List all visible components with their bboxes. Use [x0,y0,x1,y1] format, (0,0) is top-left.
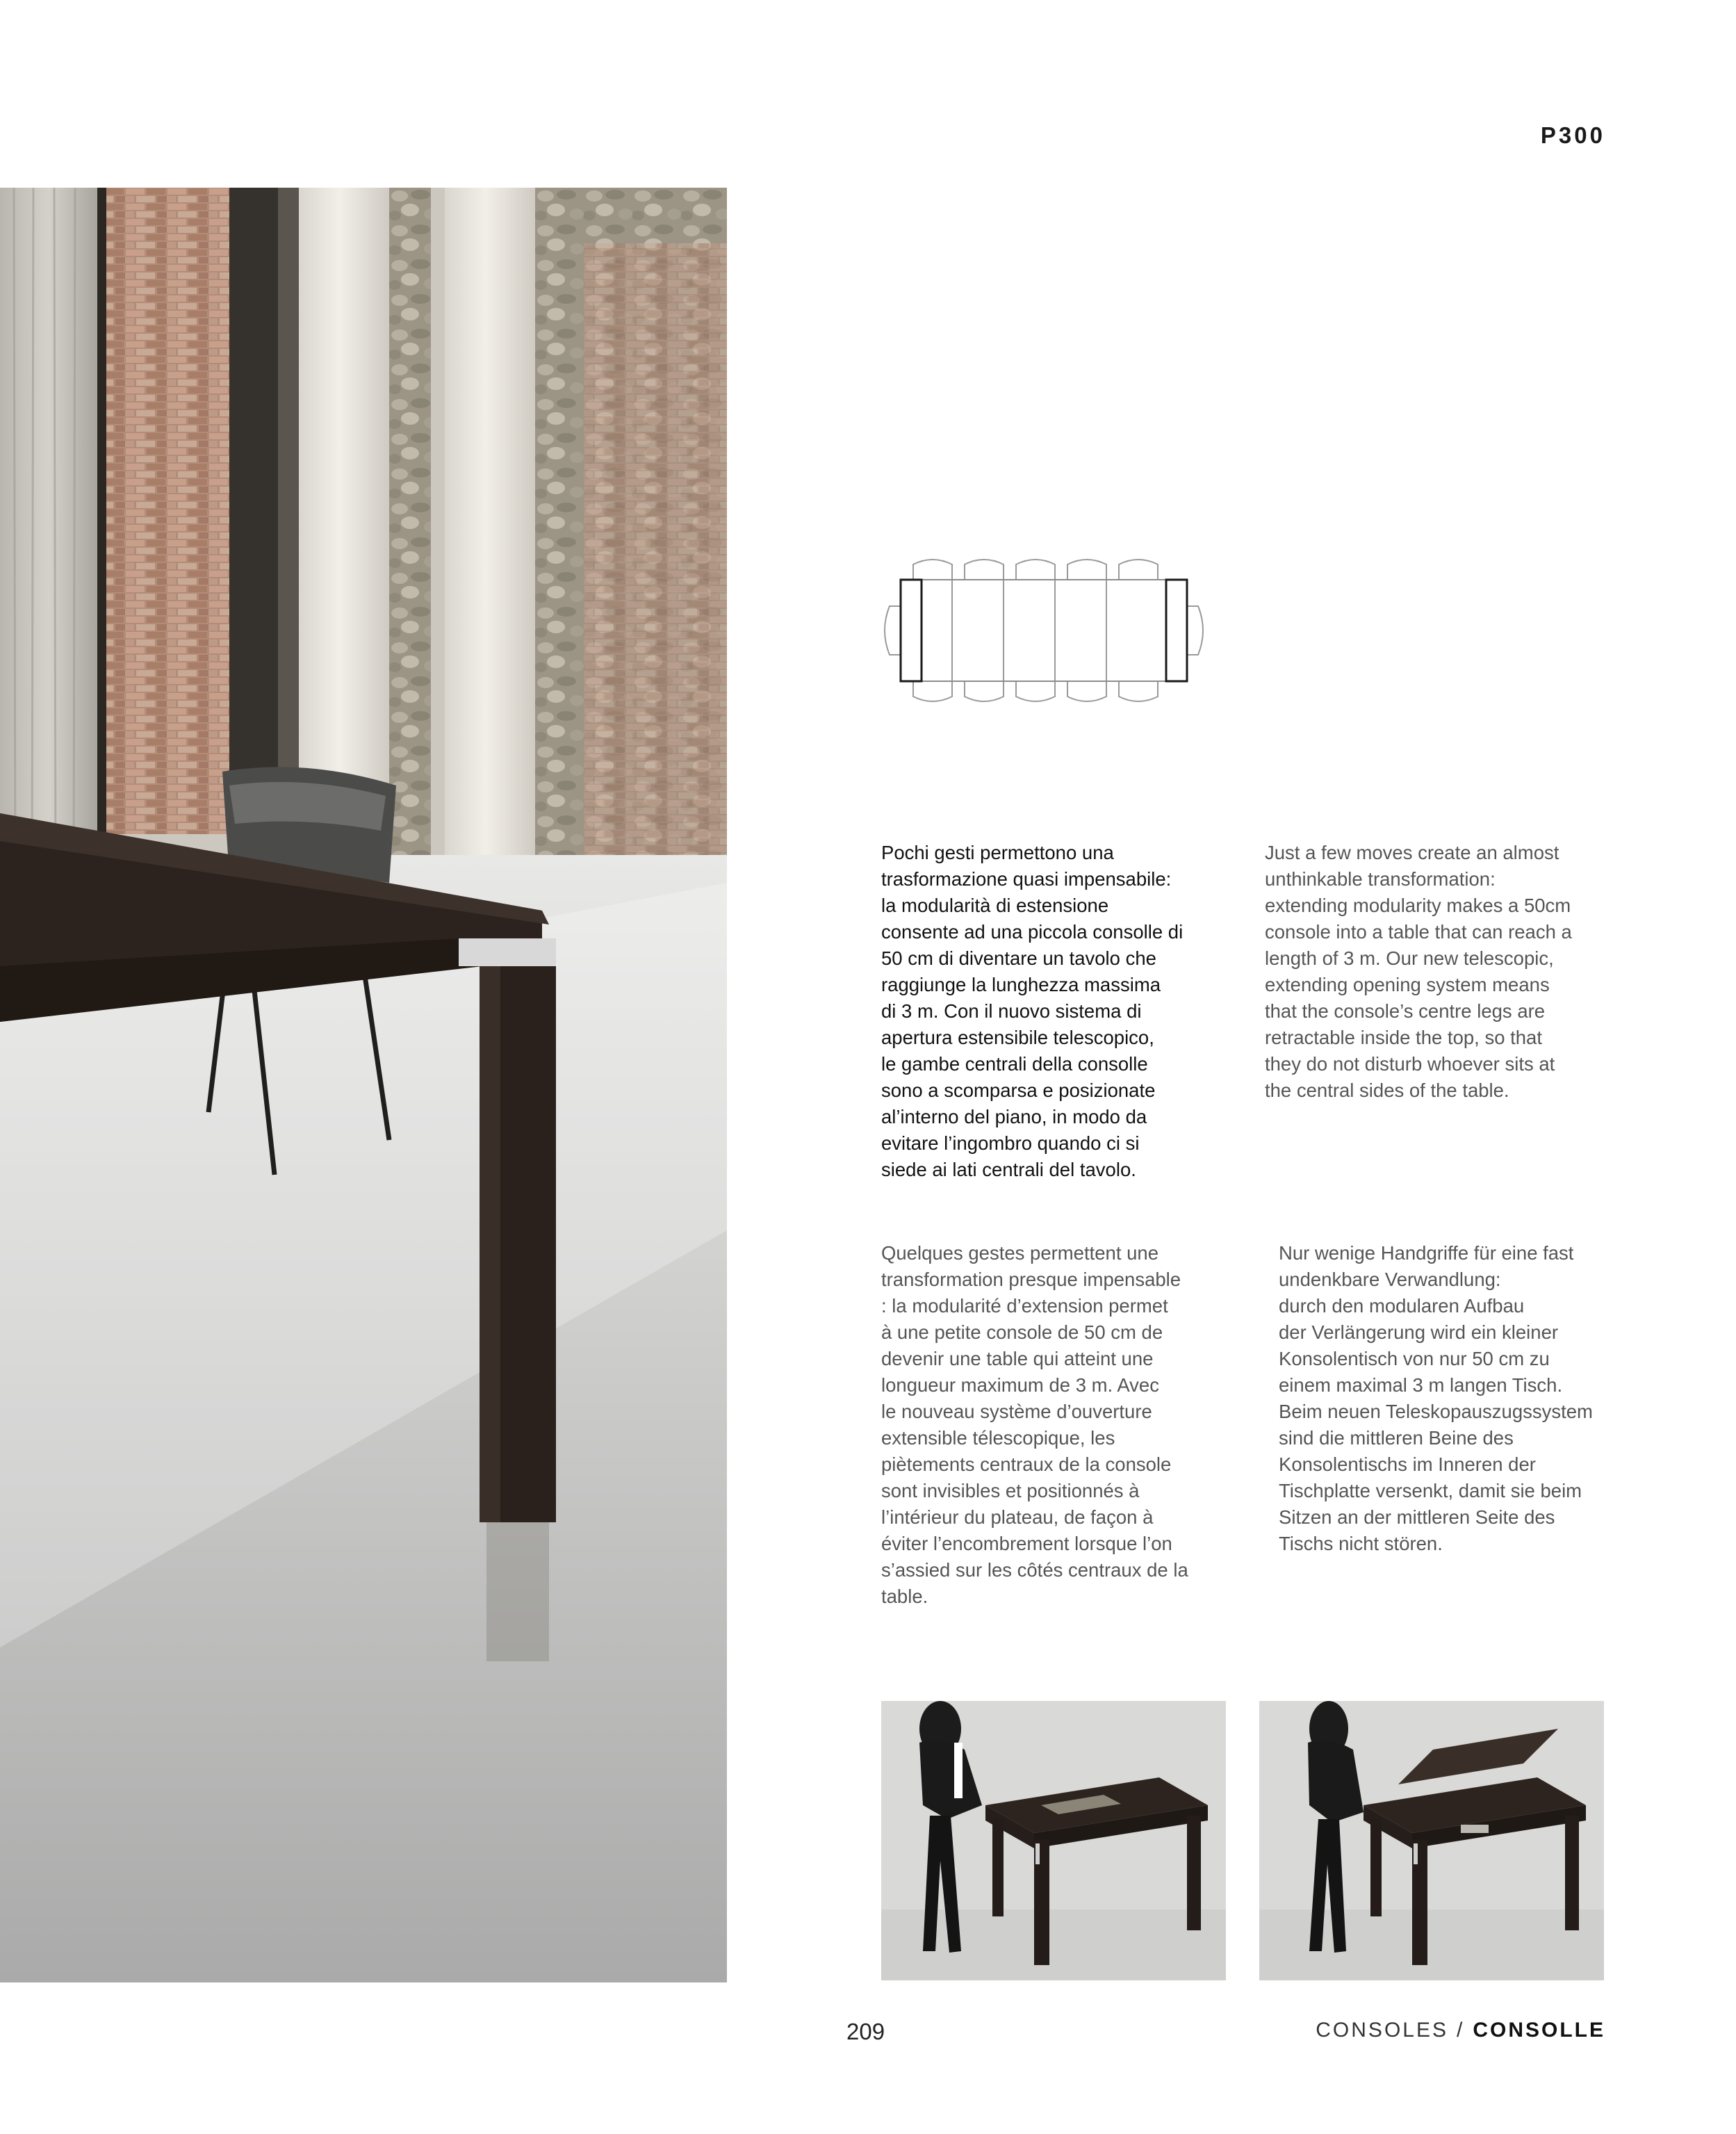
description-english: Just a few moves create an almost unthinkable transformation: extending modularity makes a 50cm console into a table that can reach a length of 3 m. Our new telescopic, extending opening system means that the console’s centre legs are retractable inside the top, so that they do not disturb whoever sits at the central sides of the table. [1265,842,1572,1101]
description-german: Nur wenige Handgriffe für eine fast undenkbare Verwandlung: durch den modularen Aufbau der Verlängerung wird ein kleiner Konsolentisch von nur 50 cm zu einem maximal 3 m langen Tisch. Beim neuen Teleskopauszugssystem sind die mittleren Beine des Konsolentischs im Inneren der Tischplatte versenkt, damit sie beim Sitzen an der mittleren Seite des Tischs nicht stören. [1279,1242,1593,1554]
seating-plan-diagram [877,551,1211,710]
extension-photo-1 [881,1701,1226,1980]
page-number: 209 [846,2019,885,2044]
section-title-en: CONSOLES [1316,2019,1448,2042]
section-separator: / [1456,2019,1465,2042]
description-french: Quelques gestes permettent une transformation presque impensable : la modularité d’extension permet à une petite console de 50 cm de devenir une table qui atteint une longueur maximum de 3 m. Avec le nouveau système d’ouverture extensible télescopique, les piètements centraux de la console sont invisibles et positionnés à l’intérieur du plateau, de façon à éviter l’encombrement lorsque l’on s’assied sur les côtés centraux de la table. [881,1242,1188,1607]
section-title-it: CONSOLLE [1473,2019,1605,2042]
extension-photo-2 [1259,1701,1604,1980]
description-italian: Pochi gesti permettono una trasformazione quasi impensabile: la modularità di estensione consente ad una piccola consolle di 50 cm di diventare un tavolo che raggiunge la lunghezza massima di 3 m. Con il nuovo sistema di apertura estensibile telescopico, le gambe centrali della consolle sono a scomparsa e posizionate al’interno del piano, in modo da evitare l’ingombro quando ci si siede ai lati centrali del tavolo. [881,842,1184,1180]
table-seating-plan-icon [877,551,1211,710]
hero-photo [0,188,727,1982]
section-title [1316,2019,1605,2042]
product-code: P300 [1540,122,1605,148]
